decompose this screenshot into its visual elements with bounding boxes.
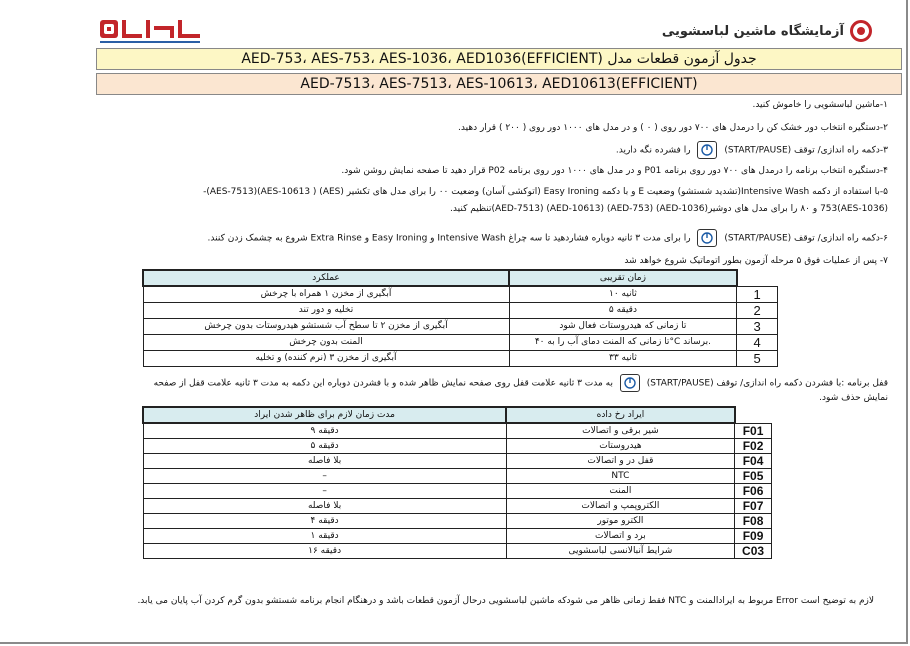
row-error-code: F01 <box>735 423 772 439</box>
step-6-text-a: ۶-دکمه راه اندازی/ توقف (START/PAUSE) <box>724 233 888 244</box>
model-title-row-1: جدول آزمون قطعات مدل AED-753، AES-753، AES-1036، AED1036(EFFICIENT) <box>96 48 902 70</box>
row-action: آبگیری از مخزن ۱ همراه با چرخش <box>143 286 509 302</box>
row-fault: المنت <box>506 484 734 499</box>
step-6 <box>208 229 888 247</box>
table-row <box>143 302 778 318</box>
row-time: ۵ دقیقه <box>509 302 737 318</box>
table-row <box>143 469 772 484</box>
step-1: ۱-ماشین لباسشویی را خاموش کنید. <box>752 100 888 110</box>
footer-note: لازم به توضیح است Error مربوط به ایرادالمنت و NTC فقط زمانی ظاهر می شودکه ماشین لباسشویی درحال آزمون قطعات باشد و درهنگام انجام برنامه شستشو بدون گرم کردن آب پایان می یابد. <box>137 596 874 606</box>
row-error-code: F07 <box>735 499 772 514</box>
table-row <box>143 544 772 559</box>
row-action: آبگیری از مخزن ۳ (نرم کننده) و تخلیه <box>143 350 509 366</box>
brand-logo-icon <box>850 20 872 42</box>
row-time: تا زمانی که المنت دمای آب را به ۴۰°C برساند. <box>509 334 737 350</box>
row-action: تخلیه و دور تند <box>143 302 509 318</box>
row-duration: بلا فاصله <box>143 454 506 469</box>
row-number: 3 <box>737 318 778 334</box>
row-fault: هیدروستات <box>506 439 734 454</box>
brand-title: آزمایشگاه ماشین لباسشویی <box>661 23 844 39</box>
row-number: 1 <box>737 286 778 302</box>
table-row <box>143 318 778 334</box>
table-row <box>143 529 772 544</box>
row-fault: قفل در و اتصالات <box>506 454 734 469</box>
step-3-text-b: را فشرده نگه دارید. <box>615 145 691 156</box>
table-row <box>143 514 772 529</box>
row-number: 4 <box>737 334 778 350</box>
lock-note <box>130 374 888 392</box>
row-number: 5 <box>737 350 778 366</box>
start-pause-icon <box>697 229 717 247</box>
step-4: ۴-دستگیره انتخاب برنامه را درمدل های ۷۰۰ دور روی برنامه P01 و در مدل های ۱۰۰۰ دور روی برنامه P02 قرار دهید تا صفحه نمایش روشن شود. <box>341 166 888 176</box>
table-header-row <box>143 270 778 286</box>
row-error-code: F08 <box>735 514 772 529</box>
row-duration: ۱ دقیقه <box>143 529 506 544</box>
row-duration: ۱۶ دقیقه <box>143 544 506 559</box>
table-row <box>143 334 778 350</box>
row-duration: ۵ دقیقه <box>143 439 506 454</box>
row-error-code: F06 <box>735 484 772 499</box>
start-pause-icon <box>697 141 717 159</box>
row-time: ۳۳ ثانیه <box>509 350 737 366</box>
row-action: المنت بدون چرخش <box>143 334 509 350</box>
step-7: ۷- پس از عملیات فوق ۵ مرحله آزمون بطور اتوماتیک شروع خواهد شد <box>624 256 888 266</box>
header-fault: ایراد رخ داده <box>506 407 734 423</box>
start-pause-icon <box>620 374 640 392</box>
aseal-logo <box>100 16 204 50</box>
row-duration: – <box>143 469 506 484</box>
row-error-code: F05 <box>735 469 772 484</box>
row-error-code: F02 <box>735 439 772 454</box>
lock-note-line-2: نمایش حذف شود. <box>819 393 888 403</box>
row-time: ۱۰ ثانیه <box>509 286 737 302</box>
table-row <box>143 439 772 454</box>
row-fault: الکتروپمپ و اتصالات <box>506 499 734 514</box>
row-action: آبگیری از مخزن ۲ تا سطح آب شستشو هیدروستات بدون چرخش <box>143 318 509 334</box>
row-error-code: F09 <box>735 529 772 544</box>
row-time: تا زمانی که هیدروستات فعال شود <box>509 318 737 334</box>
row-duration: – <box>143 484 506 499</box>
row-fault: NTC <box>506 469 734 484</box>
table-row <box>143 484 772 499</box>
step-3-text-a: ۳-دکمه راه اندازی/ توقف (START/PAUSE) <box>724 145 888 156</box>
table-row <box>143 499 772 514</box>
header-action: عملکرد <box>143 270 509 286</box>
row-fault: شرایط آنبالانسی لباسشویی <box>506 544 734 559</box>
header-time: زمان تقریبی <box>509 270 737 286</box>
step-6-text-b: را برای مدت ۳ ثانیه دوباره فشاردهید تا سه چراغ Intensive Wash و Easy Ironing و Extra Rinse شروع به چشمک زدن کنند. <box>207 233 691 244</box>
row-duration: بلا فاصله <box>143 499 506 514</box>
brand-header <box>662 20 872 42</box>
table-row <box>143 454 772 469</box>
test-stage-table <box>142 269 778 367</box>
step-3 <box>616 141 888 159</box>
model-title-row-2: AED-7513، AES-7513، AES-10613، AED10613(EFFICIENT) <box>96 73 902 95</box>
row-error-code: F04 <box>735 454 772 469</box>
table-header-row <box>143 407 772 423</box>
error-code-table <box>142 406 772 559</box>
table-row <box>143 423 772 439</box>
row-error-code: C03 <box>735 544 772 559</box>
row-duration: ۴ دقیقه <box>143 514 506 529</box>
row-duration: ۹ دقیقه <box>143 423 506 439</box>
step-5-line-b: (AES-1036)753 و ۸۰ را برای مدل های دوشیر(AED-1036) (AED-753) (AED-10613) (AED-7513)تنظیم کنید. <box>450 204 888 214</box>
lock-note-text-a: قفل برنامه :با فشردن دکمه راه اندازی/ توقف (START/PAUSE) <box>646 378 888 389</box>
row-fault: الکترو موتور <box>506 514 734 529</box>
row-fault: شیر برقی و اتصالات <box>506 423 734 439</box>
header-duration: مدت زمان لازم برای ظاهر شدن ایراد <box>143 407 506 423</box>
table-row <box>143 286 778 302</box>
table-row <box>143 350 778 366</box>
step-2: ۲-دستگیره انتخاب دور خشک کن را درمدل های ۷۰۰ دور روی ( ۰ ) و در مدل های ۱۰۰۰ دور روی ( ۲۰۰ ) قرار دهید. <box>458 123 888 133</box>
lock-note-text-b: به مدت ۳ ثانیه علامت قفل روی صفحه نمایش ظاهر شده و با فشردن دوباره این دکمه به مدت ۳ ثانیه علامت قفل از صفحه <box>153 378 613 389</box>
row-fault: برد و اتصالات <box>506 529 734 544</box>
row-number: 2 <box>737 302 778 318</box>
step-5-line-a: ۵-با استفاده از دکمه Intensive Wash(تشدید شستشو) وضعیت E و با دکمه Easy Ironing (اتوکشی آسان) وضعیت ۰۰ را برای مدل های تکشیر (AES) ( AES-10613)(AES-7513)- <box>203 187 888 197</box>
